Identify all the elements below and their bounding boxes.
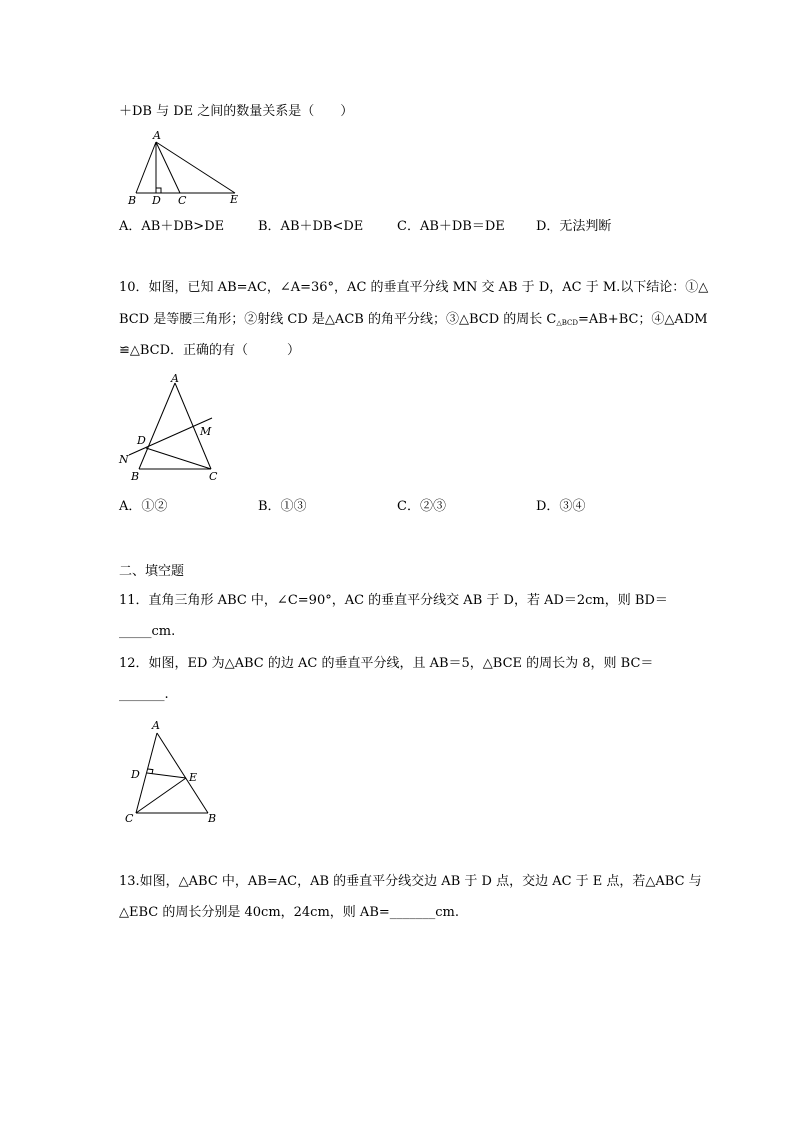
q12-figure (118, 714, 224, 826)
q12-line-1: 12．如图，ED 为△ABC 的边 AC 的垂直平分线，且 AB＝5，△BCE 的周长为 8，则 BC＝ (119, 656, 654, 671)
q10-figure (115, 370, 225, 486)
q9-option-b: B．AB＋DB<DE (258, 219, 364, 234)
q9-option-d: D．无法判断 (536, 219, 612, 234)
q12-label-e: E (189, 771, 198, 784)
q10-line-3: ≌△BCD．正确的有（ ） (119, 343, 301, 358)
q12-label-c: C (125, 812, 134, 825)
q12-label-d: D (131, 768, 140, 781)
q9-triangle-diagram (124, 126, 254, 208)
q13-line-1: 13.如图，△ABC 中，AB=AC，AB 的垂直平分线交边 AB 于 D 点，交边 AC 于 E 点，若△ABC 与 (119, 874, 702, 889)
q12-segment-ab (157, 733, 208, 813)
q9-label-d: D (152, 194, 161, 207)
section-heading-fill-in: 二、填空题 (119, 564, 185, 579)
q10-perimeter-subscript: △BCD (556, 319, 578, 327)
q10-option-d: D．③④ (536, 499, 586, 514)
q12-line-2: _______. (119, 687, 169, 702)
q10-option-a: A．①② (119, 499, 168, 514)
q12-label-a: A (152, 719, 160, 732)
q9-option-a: A．AB＋DB>DE (119, 219, 225, 234)
q9-option-c: C．AB＋DB＝DE (397, 219, 505, 234)
q10-line-1: 10．如图，已知 AB=AC，∠A=36°，AC 的垂直平分线 MN 交 AB 于 D，AC 于 M.以下结论：①△ (119, 280, 709, 295)
q9-right-angle-mark (156, 188, 161, 193)
q10-line-2-a: BCD 是等腰三角形；②射线 CD 是△ACB 的角平分线；③△BCD 的周长 C (119, 312, 557, 327)
q13-line-2: △EBC 的周长分别是 40cm，24cm，则 AB=_______cm. (119, 905, 459, 920)
q11-line-1: 11．直角三角形 ABC 中，∠C=90°，AC 的垂直平分线交 AB 于 D，若 AD＝2cm，则 BD＝ (119, 593, 668, 608)
q12-label-b: B (208, 812, 217, 825)
q10-line-2 (119, 311, 708, 332)
q10-option-c: C．②③ (397, 499, 446, 514)
q11-line-2: _____cm. (119, 624, 176, 639)
q10-label-c: C (209, 470, 218, 483)
q10-label-a: A (171, 372, 179, 385)
q10-label-m: M (200, 425, 212, 438)
q9-label-c: C (178, 194, 187, 207)
q9-label-b: B (128, 194, 137, 207)
q10-segment-dc (146, 448, 211, 469)
q9-label-a: A (153, 129, 161, 142)
q10-line-2-b: =AB+BC；④△ADM (577, 312, 708, 327)
q12-triangle-diagram (118, 714, 224, 826)
q9-segment-ab (136, 142, 156, 193)
q9-stem-tail: ＋DB 与 DE 之间的数量关系是（ ） (119, 104, 354, 119)
q12-segment-de (147, 773, 186, 778)
q10-label-n: N (119, 453, 129, 466)
q9-figure (124, 126, 254, 208)
q10-option-b: B．①③ (258, 499, 307, 514)
q10-label-b: B (131, 470, 140, 483)
q10-label-d: D (137, 434, 146, 447)
q9-label-e: E (230, 193, 239, 206)
q10-triangle-diagram (115, 370, 225, 486)
